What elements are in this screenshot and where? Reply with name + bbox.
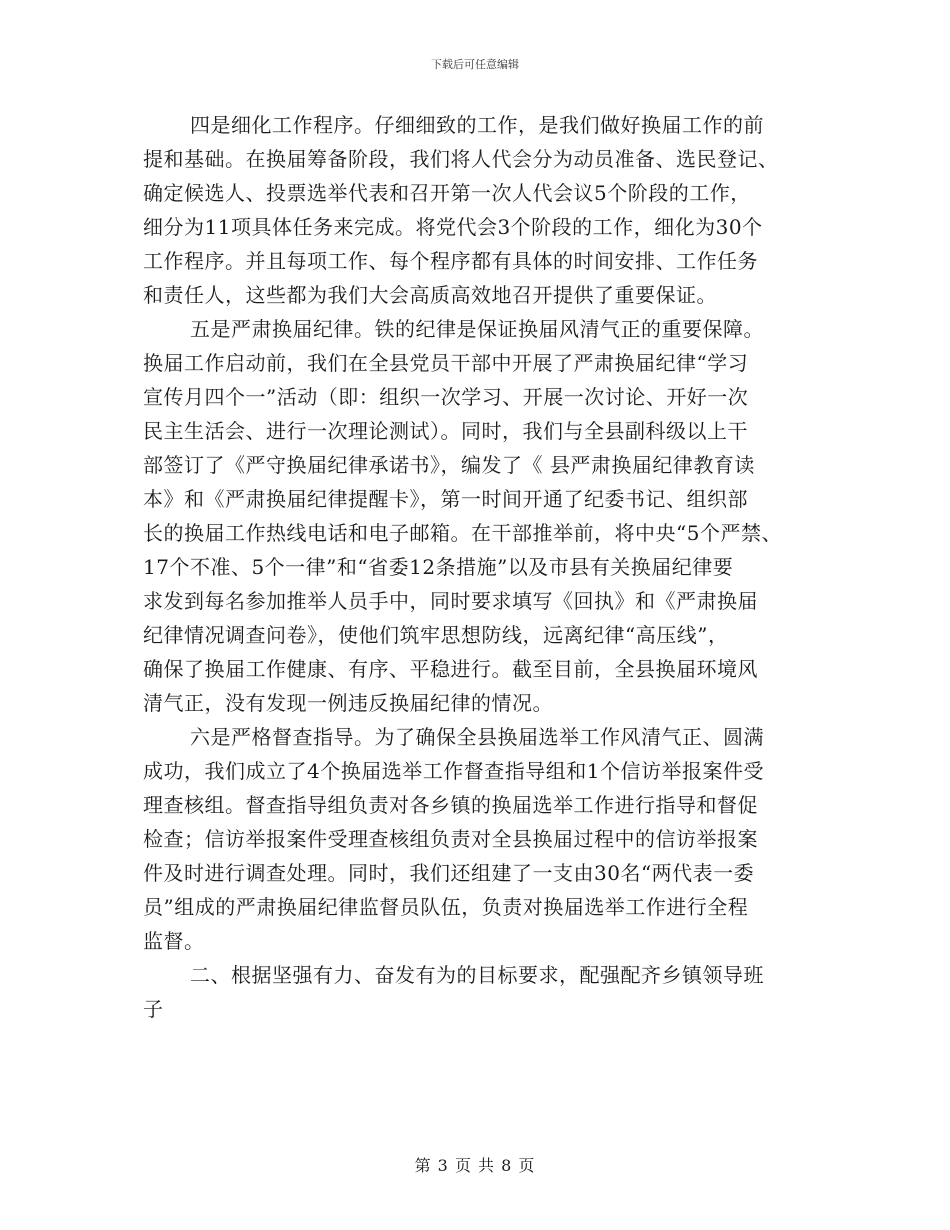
- text-line: 清气正，没有发现一例违反换届纪律的情况。: [143, 691, 553, 715]
- text-line: 六是严格督查指导。为了确保全县换届选举工作风清气正、圆满: [190, 725, 764, 749]
- text-line: 检查；信访举报案件受理查核组负责对全县换届过程中的信访举报案: [143, 827, 758, 851]
- text-line: 和责任人，这些都为我们大会高质高效地召开提供了重要保证。: [143, 283, 717, 307]
- text-line: 五是严肃换届纪律。铁的纪律是保证换届风清气正的重要保障。: [190, 317, 764, 341]
- text-line: 宣传月四个一”活动（即：组织一次学习、开展一次讨论、开好一次: [143, 385, 749, 409]
- text-line: 纪律情况调查问卷》，使他们筑牢思想防线，远离纪律“高压线”，: [143, 623, 729, 647]
- text-line: 部签订了《严守换届纪律承诺书》，编发了《 县严肃换届纪律教育读: [143, 453, 755, 477]
- text-line: 民主生活会、进行一次理论测试）。同时，我们与全县副科级以上干: [143, 419, 748, 443]
- text-line: 细分为11项具体任务来完成。将党代会3个阶段的工作，细化为30个: [143, 215, 763, 239]
- text-line: 工作程序。并且每项工作、每个程序都有具体的时间安排、工作任务: [143, 249, 758, 273]
- text-line: 子: [143, 997, 164, 1021]
- text-line: 提和基础。在换届筹备阶段，我们将人代会分为动员准备、选民登记、: [143, 147, 779, 171]
- document-body: [143, 108, 833, 1026]
- text-line: 确定候选人、投票选举代表和召开第一次人代会议5个阶段的工作，: [143, 181, 751, 205]
- page-footer: 第 3 页 共 8 页: [414, 1156, 536, 1175]
- text-line: 员”组成的严肃换届纪律监督员队伍，负责对换届选举工作进行全程: [143, 895, 749, 919]
- text-line: 成功，我们成立了4个换届选举工作督查指导组和1个信访举报案件受: [143, 759, 764, 783]
- text-line: 件及时进行调查处理。同时，我们还组建了一支由30名“两代表一委: [143, 861, 755, 885]
- text-line: 四是细化工作程序。仔细细致的工作，是我们做好换届工作的前: [190, 113, 764, 137]
- text-line: 二、根据坚强有力、奋发有为的目标要求，配强配齐乡镇领导班: [190, 963, 764, 987]
- paragraph-strict-discipline: [143, 312, 833, 720]
- paragraph-refine-procedures: [143, 108, 833, 312]
- page-header: 下载后可任意编辑: [431, 58, 519, 71]
- text-line: 17个不准、5个一律”和“省委12条措施”以及市县有关换届纪律要: [143, 555, 734, 579]
- paragraph-supervision: [143, 720, 833, 958]
- text-line: 理查核组。督查指导组负责对各乡镇的换届选举工作进行指导和督促: [143, 793, 758, 817]
- text-line: 确保了换届工作健康、有序、平稳进行。截至目前，全县换届环境风: [143, 657, 758, 681]
- paragraph-section-two: [143, 958, 833, 1026]
- text-line: 本》和《严肃换届纪律提醒卡》，第一时间开通了纪委书记、组织部: [143, 487, 748, 511]
- text-line: 换届工作启动前，我们在全县党员干部中开展了严肃换届纪律“学习: [143, 351, 749, 375]
- text-line: 长的换届工作热线电话和电子邮箱。在干部推举前，将中央“5个严禁、: [143, 521, 782, 545]
- text-line: 监督。: [143, 929, 205, 953]
- text-line: 求发到每名参加推举人员手中，同时要求填写《回执》和《严肃换届: [143, 589, 758, 613]
